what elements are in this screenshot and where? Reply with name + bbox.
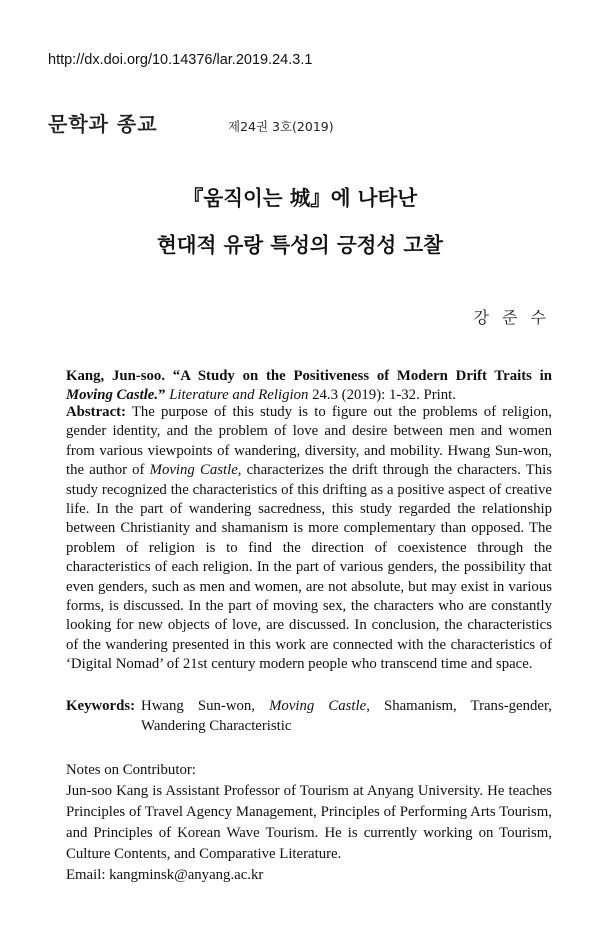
citation-quote-close: ” bbox=[158, 387, 166, 403]
abstract-label: Abstract: bbox=[66, 404, 126, 420]
abstract-text-1: The purpose of this study is to figure out the problems of religion, gender identity, and the problem of love and desire between men and women from various viewpoints of wandering, diversity, and mobility. Hwang Sun-won, the author of bbox=[66, 404, 552, 479]
email-label: Email: bbox=[66, 867, 106, 883]
contributor-notes bbox=[66, 760, 552, 886]
notes-email-row bbox=[66, 865, 552, 886]
article-title-line-2: 현대적 유랑 특성의 긍정성 고찰 bbox=[157, 233, 443, 257]
abstract-text-2: , characterizes the drift through the characters. This study recognized the characteristics of this drifting as a positive aspect of creative life. In the part of wandering sacredness, this study regarded the relationship between Christianity and shamanism is more complementary than opposed. The problem of religion is to find the direction of coexistence through the characteristics of each religion. In the part of various genders, the possibility that even genders, such as men and women, are not absolute, but may exist in various forms, is discussed. In the part of moving sex, the characters who are constantly looking for new objects of love, are discussed. In conclusion, the characteristics of the wandering presented in this work are connected with the characteristics of ‘Digital Nomad’ of 21st century modern people who transcend time and space. bbox=[66, 462, 552, 673]
keywords-italic: Moving Castle bbox=[269, 698, 367, 714]
article-title-line-1: 『움직이는 城』에 나타난 bbox=[182, 186, 418, 210]
citation-work-title: Moving Castle. bbox=[66, 387, 159, 403]
keywords-part-1: Hwang Sun-won, bbox=[141, 698, 270, 714]
citation bbox=[66, 367, 552, 405]
citation-details: 24.3 (2019): 1-32. Print. bbox=[308, 387, 456, 403]
keywords-part-2: , Shamanism, Trans-gender, Wandering Characteristic bbox=[141, 698, 553, 734]
notes-bio: Jun-soo Kang is Assistant Professor of Tourism at Anyang University. He teaches Principles of Travel Agency Management, Principles of Performing Arts Tourism, and Principles of Korean Wave Tourism. He is currently working on Tourism, Culture Contents, and Comparative Literature. bbox=[66, 783, 552, 862]
issue-info: 제24권 3호(2019) bbox=[228, 119, 334, 134]
doi-link[interactable]: http://dx.doi.org/10.14376/lar.2019.24.3.1 bbox=[48, 52, 313, 68]
author-name: 강 준 수 bbox=[473, 308, 550, 327]
citation-authors-title: Kang, Jun-soo. “A Study on the Positiveness of Modern Drift Traits in bbox=[66, 368, 552, 384]
journal-header bbox=[48, 108, 334, 137]
email-address[interactable]: kangminsk@anyang.ac.kr bbox=[109, 867, 264, 883]
keywords bbox=[66, 696, 552, 736]
notes-heading: Notes on Contributor: bbox=[66, 762, 196, 778]
citation-journal: Literature and Religion bbox=[169, 387, 309, 403]
abstract bbox=[66, 403, 552, 675]
keywords-label: Keywords: bbox=[66, 698, 136, 714]
journal-logo: 문학과 종교 bbox=[48, 112, 158, 136]
abstract-italic-title: Moving Castle bbox=[149, 462, 238, 479]
keywords-list bbox=[141, 696, 552, 736]
